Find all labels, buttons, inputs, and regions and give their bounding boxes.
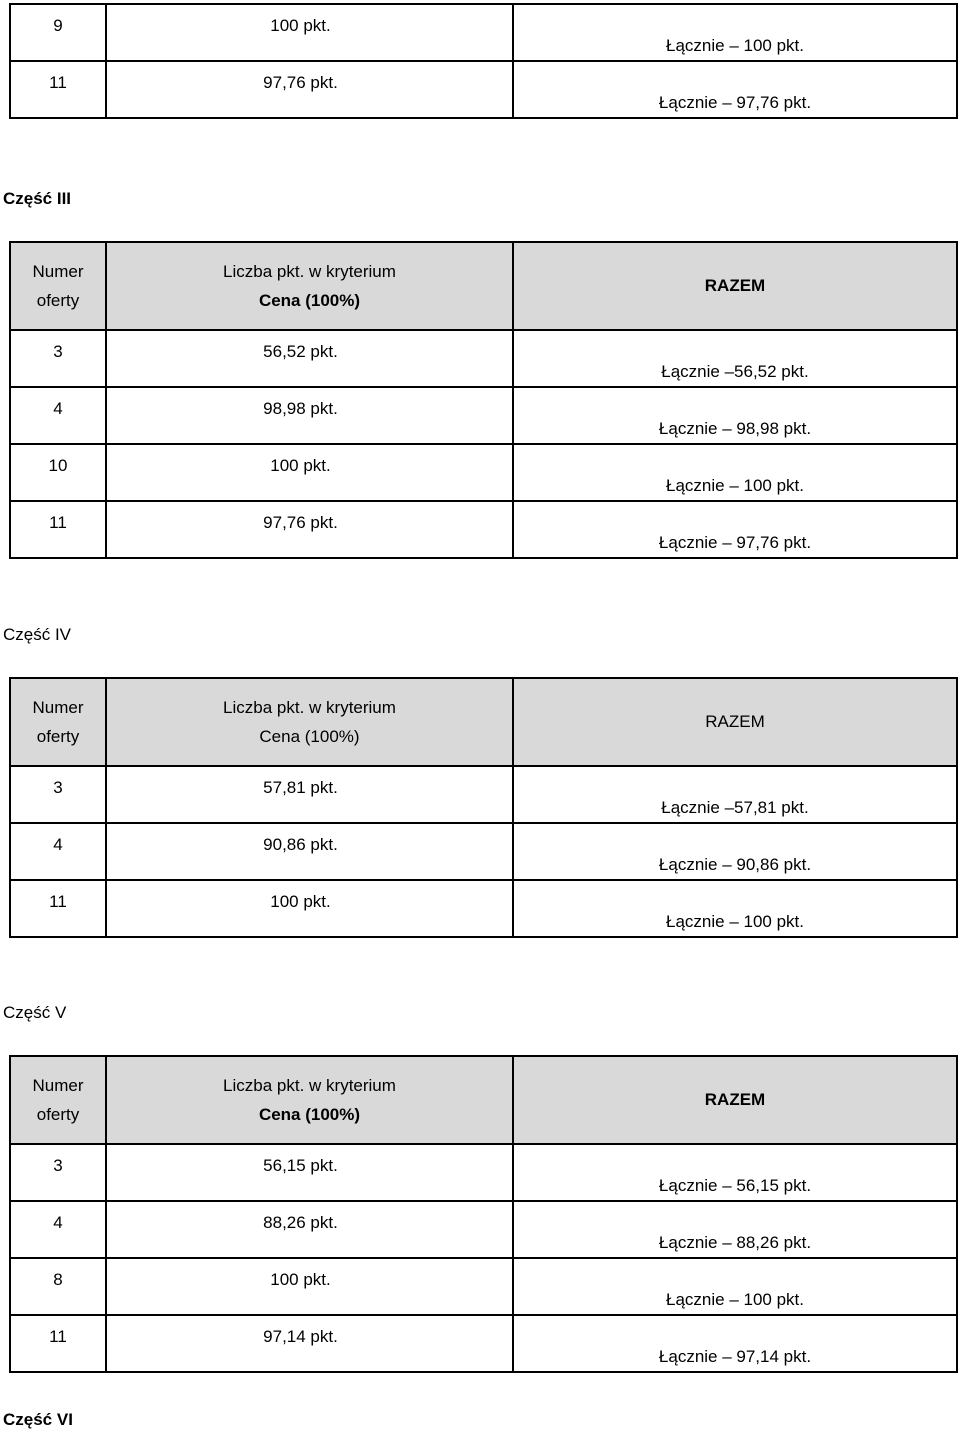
header-razem: RAZEM bbox=[705, 712, 765, 731]
offer-number: 11 bbox=[49, 73, 67, 92]
table-row bbox=[10, 1315, 957, 1372]
offer-points: 100 pkt. bbox=[270, 16, 331, 35]
offer-total: Łącznie – 100 pkt. bbox=[666, 912, 804, 931]
offer-number: 11 bbox=[49, 1327, 67, 1346]
table-header-row bbox=[10, 678, 957, 766]
table-row bbox=[10, 4, 957, 61]
table-section-5 bbox=[9, 1055, 958, 1373]
offer-total: Łącznie – 97,76 pkt. bbox=[658, 533, 812, 552]
section-heading: Część V bbox=[3, 1003, 67, 1022]
offer-number: 4 bbox=[53, 835, 63, 854]
offer-total: Łącznie – 88,26 pkt. bbox=[658, 1233, 812, 1252]
offer-total: Łącznie – 98,98 pkt. bbox=[658, 419, 812, 438]
table-row bbox=[10, 1144, 957, 1201]
offer-points: 57,81 pkt. bbox=[263, 778, 338, 797]
table-row bbox=[10, 330, 957, 387]
offer-total: Łącznie – 97,76 pkt. bbox=[658, 93, 812, 112]
table-row bbox=[10, 61, 957, 118]
offer-number: 4 bbox=[53, 1213, 63, 1232]
offer-points: 56,52 pkt. bbox=[263, 342, 338, 361]
section-heading: Część VI bbox=[3, 1410, 73, 1429]
offer-points: 97,76 pkt. bbox=[263, 513, 338, 532]
header-numer: Numer bbox=[32, 262, 84, 281]
header-oferty: oferty bbox=[36, 1105, 80, 1124]
table-header-row bbox=[10, 242, 957, 330]
header-razem: RAZEM bbox=[704, 276, 766, 295]
header-numer: Numer bbox=[32, 1076, 84, 1095]
header-cena: Cena (100%) bbox=[258, 291, 361, 310]
offer-number: 4 bbox=[53, 399, 63, 418]
offer-points: 97,76 pkt. bbox=[263, 73, 338, 92]
offer-points: 88,26 pkt. bbox=[263, 1213, 338, 1232]
offer-total: Łącznie – 100 pkt. bbox=[666, 476, 804, 495]
table-section-3 bbox=[9, 241, 958, 559]
offer-number: 3 bbox=[53, 778, 63, 797]
offer-total: Łącznie – 90,86 pkt. bbox=[658, 855, 812, 874]
offer-total: Łącznie – 100 pkt. bbox=[666, 36, 804, 55]
offer-points: 98,98 pkt. bbox=[263, 399, 338, 418]
section-heading: Część III bbox=[3, 189, 72, 208]
header-liczba: Liczba pkt. w kryterium bbox=[223, 698, 396, 717]
offer-points: 100 pkt. bbox=[270, 456, 331, 475]
offer-points: 90,86 pkt. bbox=[263, 835, 338, 854]
offer-total: Łącznie – 97,14 pkt. bbox=[658, 1347, 812, 1366]
table-row bbox=[10, 1201, 957, 1258]
offer-points: 97,14 pkt. bbox=[263, 1327, 338, 1346]
header-cena: Cena (100%) bbox=[259, 727, 360, 746]
offer-number: 10 bbox=[48, 456, 68, 475]
offer-total: Łącznie –56,52 pkt. bbox=[661, 362, 809, 381]
table-section-4 bbox=[9, 677, 958, 938]
header-liczba: Liczba pkt. w kryterium bbox=[223, 1076, 396, 1095]
offer-number: 9 bbox=[53, 16, 63, 35]
table-top bbox=[9, 3, 958, 119]
header-numer: Numer bbox=[32, 698, 84, 717]
header-oferty: oferty bbox=[36, 291, 80, 310]
offer-total: Łącznie – 100 pkt. bbox=[666, 1290, 804, 1309]
header-oferty: oferty bbox=[36, 727, 80, 746]
table-row bbox=[10, 501, 957, 558]
offer-points: 100 pkt. bbox=[270, 1270, 331, 1289]
offer-total: Łącznie –57,81 pkt. bbox=[661, 798, 809, 817]
table-row bbox=[10, 766, 957, 823]
offer-total: Łącznie – 56,15 pkt. bbox=[658, 1176, 812, 1195]
offer-number: 3 bbox=[53, 1156, 63, 1175]
header-cena: Cena (100%) bbox=[258, 1105, 361, 1124]
table-row bbox=[10, 444, 957, 501]
offer-number: 11 bbox=[49, 513, 67, 532]
offer-number: 8 bbox=[53, 1270, 63, 1289]
table-row bbox=[10, 1258, 957, 1315]
table-header-row bbox=[10, 1056, 957, 1144]
table-row bbox=[10, 387, 957, 444]
offer-number: 11 bbox=[49, 892, 67, 911]
section-heading: Część IV bbox=[3, 625, 72, 644]
header-liczba: Liczba pkt. w kryterium bbox=[223, 262, 396, 281]
table-row bbox=[10, 880, 957, 937]
table-row bbox=[10, 823, 957, 880]
offer-points: 100 pkt. bbox=[270, 892, 331, 911]
offer-points: 56,15 pkt. bbox=[263, 1156, 338, 1175]
header-razem: RAZEM bbox=[704, 1090, 766, 1109]
offer-number: 3 bbox=[53, 342, 63, 361]
